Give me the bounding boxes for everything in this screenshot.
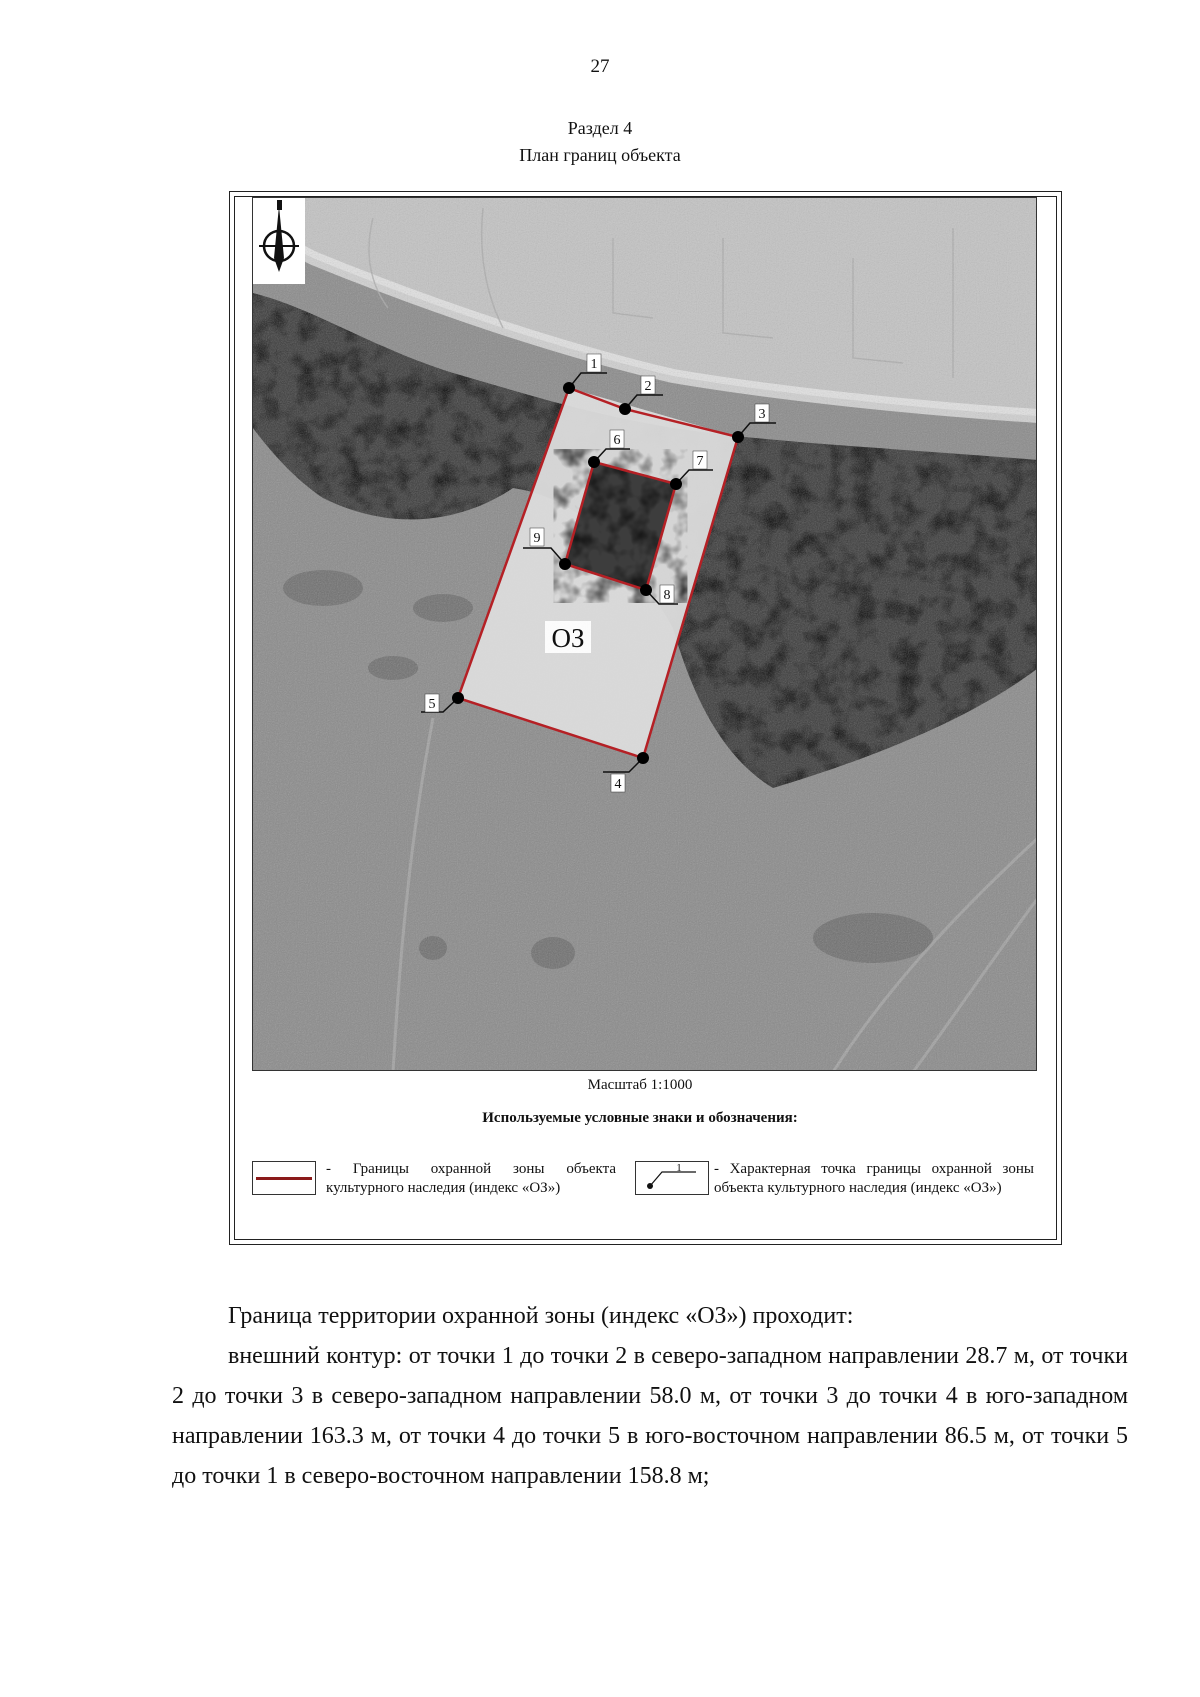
page-number: 27 (590, 56, 610, 77)
boundary-description (172, 1296, 1128, 1496)
boundary-outer-contour: внешний контур: от точки 1 до точки 2 в северо-западном направлении 28.7 м, от точки 2 до точки 3 в северо-западном направлении 58.0 м, от точки 3 до точки 4 в юго-западном направлении 163.3 м, от точки 4 до точки 5 в юго-восточном направлении 86.5 м, от точки 5 до точки 1 в северо-восточном направлении 158.8 м; (172, 1343, 1128, 1489)
point-label-8: 8 (663, 588, 671, 603)
point-label-5: 5 (428, 697, 436, 712)
zone-label: ОЗ (551, 623, 585, 653)
boundary-point-2 (619, 403, 631, 415)
point-label-3: 3 (758, 407, 766, 422)
boundary-point-3 (732, 431, 744, 443)
map-scale: Масштаб 1:1000 (587, 1077, 693, 1093)
boundary-point-4 (637, 752, 649, 764)
legend-point-symbol (635, 1161, 709, 1195)
legend-point-text: - Характерная точка границы охранной зоны объекта культурного наследия (индекс «ОЗ») (714, 1161, 1034, 1196)
point-label-4: 4 (614, 777, 622, 792)
boundary-point-5 (452, 692, 464, 704)
point-label-2: 2 (644, 379, 652, 394)
point-label-7: 7 (696, 454, 704, 469)
boundary-point-8 (640, 584, 652, 596)
legend-point-label: 1 (676, 1162, 682, 1174)
boundary-point-6 (588, 456, 600, 468)
boundary-point-1 (563, 382, 575, 394)
point-label-9: 9 (533, 531, 541, 546)
section-title: Раздел 4 (567, 118, 633, 138)
boundary-intro: Граница территории охранной зоны (индекс «ОЗ») проходит: (228, 1303, 854, 1329)
legend-boundary-symbol (252, 1161, 316, 1195)
legend-heading: Используемые условные знаки и обозначения: (482, 1110, 798, 1126)
plan-title: План границ объекта (519, 145, 681, 165)
legend-boundary-text: - Границы охранной зоны объекта культурного наследия (индекс «ОЗ») (326, 1161, 616, 1196)
boundary-point-9 (559, 558, 571, 570)
point-label-1: 1 (590, 357, 598, 372)
north-arrow-icon (253, 198, 305, 284)
boundary-point-7 (670, 478, 682, 490)
aerial-map (252, 197, 1037, 1071)
point-label-6: 6 (613, 433, 621, 448)
